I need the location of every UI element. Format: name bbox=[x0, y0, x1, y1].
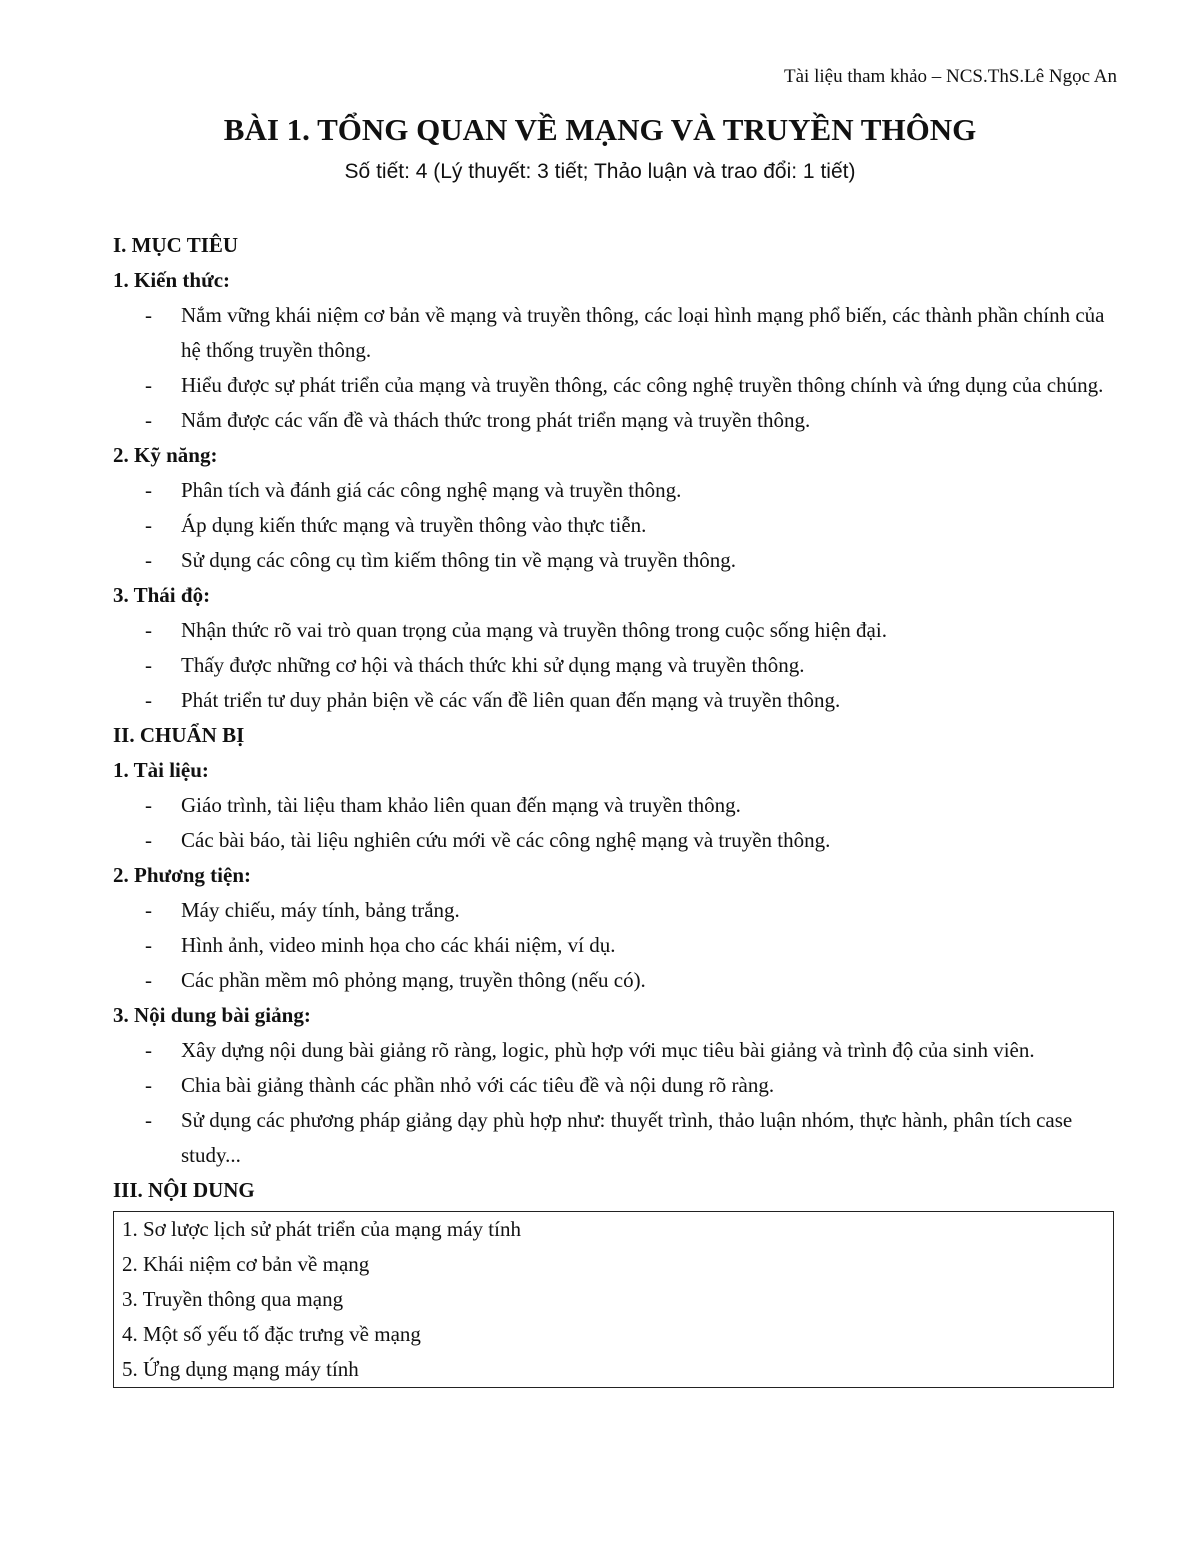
outline-item: 2. Khái niệm cơ bản về mạng bbox=[122, 1252, 370, 1276]
list-item-text: Nắm vững khái niệm cơ bản về mạng và truyền thông, các loại hình mạng phổ biến, các thành phần chính của hệ thống truyền thông. bbox=[181, 303, 1105, 362]
content-outline-box bbox=[113, 1211, 1114, 1388]
list-item bbox=[113, 508, 1113, 543]
page-subtitle: Số tiết: 4 (Lý thuyết: 3 tiết; Thảo luận và trao đổi: 1 tiết) bbox=[344, 160, 856, 183]
list-item bbox=[113, 473, 1113, 508]
list-item bbox=[113, 893, 1113, 928]
list-item bbox=[113, 683, 1113, 718]
outline-item: 5. Ứng dụng mạng máy tính bbox=[122, 1357, 359, 1381]
list-item-text: Chia bài giảng thành các phần nhỏ với các tiêu đề và nội dung rõ ràng. bbox=[181, 1073, 775, 1097]
dash-bullet: - bbox=[145, 1073, 152, 1097]
dash-bullet: - bbox=[145, 478, 152, 502]
subheading-equipment: 2. Phương tiện: bbox=[113, 863, 251, 887]
dash-bullet: - bbox=[145, 933, 152, 957]
outline-item: 1. Sơ lược lịch sử phát triển của mạng máy tính bbox=[122, 1217, 521, 1241]
list-item bbox=[113, 823, 1113, 858]
dash-bullet: - bbox=[145, 653, 152, 677]
list-item-text: Các bài báo, tài liệu nghiên cứu mới về các công nghệ mạng và truyền thông. bbox=[181, 828, 831, 852]
materials-list bbox=[113, 788, 1113, 858]
dash-bullet: - bbox=[145, 618, 152, 642]
subheading-attitude: 3. Thái độ: bbox=[113, 583, 211, 607]
list-item-text: Máy chiếu, máy tính, bảng trắng. bbox=[181, 898, 460, 922]
dash-bullet: - bbox=[145, 968, 152, 992]
subheading-materials: 1. Tài liệu: bbox=[113, 758, 209, 782]
knowledge-list bbox=[113, 298, 1113, 438]
list-item-text: Sử dụng các công cụ tìm kiếm thông tin về mạng và truyền thông. bbox=[181, 548, 736, 572]
subheading-skills: 2. Kỹ năng: bbox=[113, 443, 218, 467]
dash-bullet: - bbox=[145, 793, 152, 817]
dash-bullet: - bbox=[145, 303, 152, 327]
list-item bbox=[113, 928, 1113, 963]
list-item bbox=[113, 368, 1113, 403]
list-item-text: Xây dựng nội dung bài giảng rõ ràng, logic, phù hợp với mục tiêu bài giảng và trình độ của sinh viên. bbox=[181, 1038, 1035, 1062]
list-item-text: Nắm được các vấn đề và thách thức trong phát triển mạng và truyền thông. bbox=[181, 408, 811, 432]
list-item-text: Các phần mềm mô phỏng mạng, truyền thông (nếu có). bbox=[181, 968, 646, 992]
dash-bullet: - bbox=[145, 408, 152, 432]
list-item bbox=[113, 963, 1113, 998]
list-item bbox=[113, 788, 1113, 823]
list-item-text: Sử dụng các phương pháp giảng dạy phù hợp như: thuyết trình, thảo luận nhóm, thực hành, phân tích case study... bbox=[181, 1108, 1073, 1167]
list-item bbox=[113, 543, 1113, 578]
dash-bullet: - bbox=[145, 828, 152, 852]
outline-item: 3. Truyền thông qua mạng bbox=[122, 1287, 344, 1311]
list-item bbox=[113, 1103, 1113, 1173]
dash-bullet: - bbox=[145, 1108, 152, 1132]
equipment-list bbox=[113, 893, 1113, 998]
dash-bullet: - bbox=[145, 548, 152, 572]
list-item bbox=[113, 648, 1113, 683]
list-item-text: Áp dụng kiến thức mạng và truyền thông vào thực tiễn. bbox=[181, 513, 647, 537]
list-item-text: Thấy được những cơ hội và thách thức khi sử dụng mạng và truyền thông. bbox=[181, 653, 805, 677]
list-item-text: Hình ảnh, video minh họa cho các khái niệm, ví dụ. bbox=[181, 933, 616, 957]
list-item bbox=[113, 1068, 1113, 1103]
subheading-lecture: 3. Nội dung bài giảng: bbox=[113, 1003, 311, 1027]
lecture-list bbox=[113, 1033, 1113, 1173]
dash-bullet: - bbox=[145, 1038, 152, 1062]
list-item-text: Phân tích và đánh giá các công nghệ mạng và truyền thông. bbox=[181, 478, 682, 502]
dash-bullet: - bbox=[145, 373, 152, 397]
list-item-text: Giáo trình, tài liệu tham khảo liên quan đến mạng và truyền thông. bbox=[181, 793, 741, 817]
list-item-text: Phát triển tư duy phản biện về các vấn đề liên quan đến mạng và truyền thông. bbox=[181, 688, 841, 712]
section-heading-objectives: I. MỤC TIÊU bbox=[113, 233, 239, 257]
list-item-text: Hiểu được sự phát triển của mạng và truyền thông, các công nghệ truyền thông chính và ứng dụng của chúng. bbox=[181, 373, 1104, 397]
attitude-list bbox=[113, 613, 1113, 718]
section-heading-preparation: II. CHUẨN BỊ bbox=[113, 723, 245, 747]
dash-bullet: - bbox=[145, 688, 152, 712]
section-heading-content: III. NỘI DUNG bbox=[113, 1178, 255, 1202]
document-body bbox=[113, 228, 1113, 1388]
dash-bullet: - bbox=[145, 898, 152, 922]
outline-item: 4. Một số yếu tố đặc trưng về mạng bbox=[122, 1322, 421, 1346]
dash-bullet: - bbox=[145, 513, 152, 537]
list-item bbox=[113, 403, 1113, 438]
list-item bbox=[113, 1033, 1113, 1068]
page-title: BÀI 1. TỔNG QUAN VỀ MẠNG VÀ TRUYỀN THÔNG bbox=[223, 112, 977, 147]
skills-list bbox=[113, 473, 1113, 578]
list-item-text: Nhận thức rõ vai trò quan trọng của mạng và truyền thông trong cuộc sống hiện đại. bbox=[181, 618, 887, 642]
subheading-knowledge: 1. Kiến thức: bbox=[113, 268, 231, 292]
list-item bbox=[113, 613, 1113, 648]
list-item bbox=[113, 298, 1113, 368]
header-note: Tài liệu tham khảo – NCS.ThS.Lê Ngọc An bbox=[784, 66, 1117, 87]
